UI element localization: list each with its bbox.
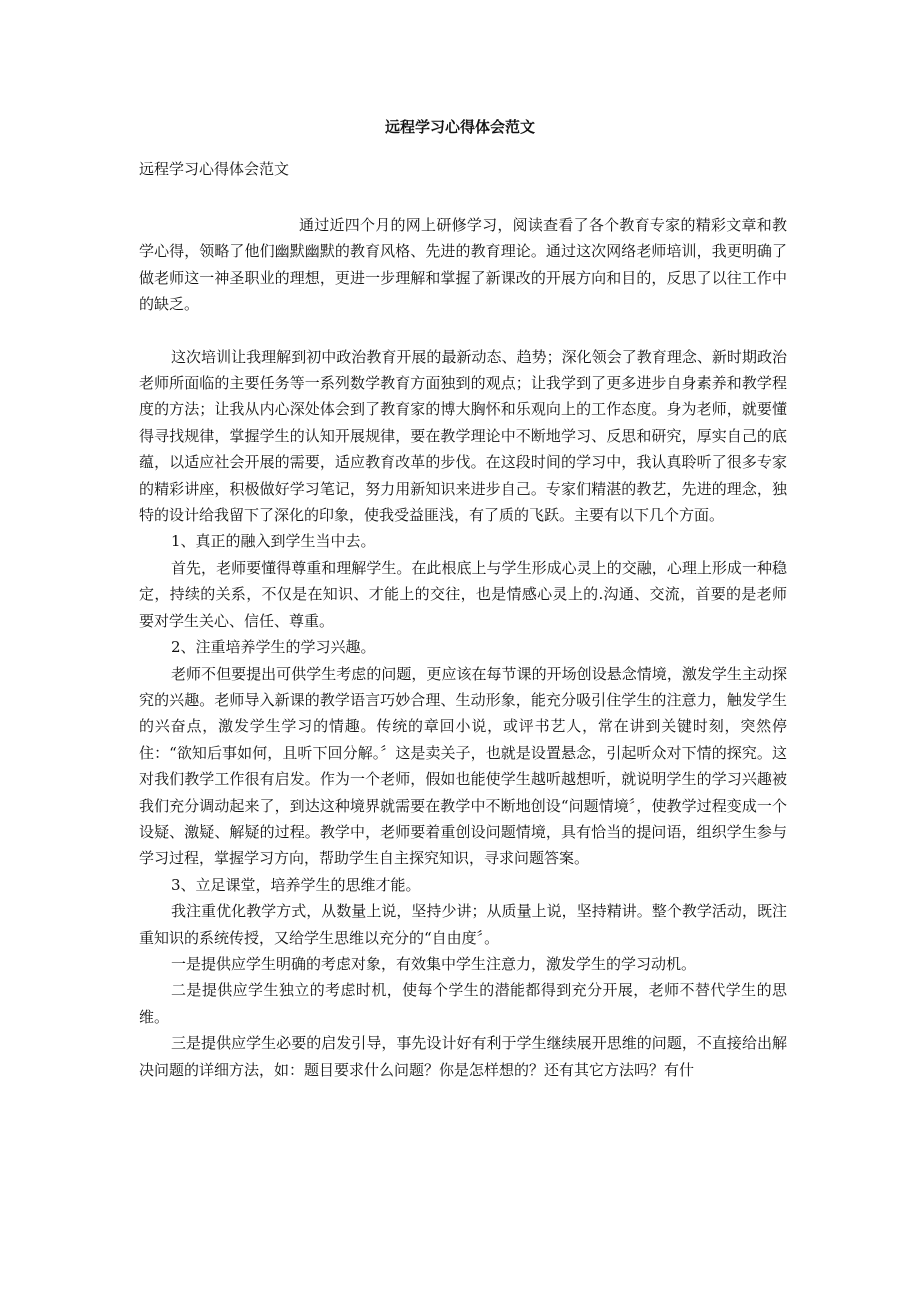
section-heading-1: 1、真正的融入到学生当中去。 [171, 532, 376, 551]
paragraph-respect: 首先，老师要懂得尊重和理解学生。在此根底上与学生形成心灵上的交融，心理上形成一种稳定，持续的关系，不仅是在知识、才能上的交往，也是情感心灵上的.沟通、交流，首要的是老师要对学生关心、信任、尊重。 [139, 558, 787, 630]
paragraph-teaching-method: 我注重优化教学方式，从数量上说，坚持少讲；从质量上说，坚持精讲。整个教学活动，既注重知识的系统传授，又给学生思维以充分的“自由度〞。 [139, 902, 787, 947]
list-item-first: 一是提供应学生明确的考虑对象，有效集中学生注意力，激发学生的学习动机。 [171, 954, 697, 973]
paragraph-interest: 老师不但要提出可供学生考虑的问题，更应该在每节课的开场创设悬念情境，激发学生主动探究的兴趣。老师导入新课的教学语言巧妙合理、生动形象，能充分吸引住学生的注意力，触发学生的兴奋点，激发学生学习的情趣。传统的章回小说，或评书艺人，常在讲到关键时刻，突然停住：“欲知后事如何，且听下回分解。〞这是卖关子，也就是设置悬念，引起听众对下情的探究。这对我们教学工作很有启发。作为一个老师，假如也能使学生越听越想听，就说明学生的学习兴趣被我们充分调动起来了，到达这种境界就需要在教学中不断地创设“问题情境〞，使教学过程变成一个设疑、激疑、解疑的过程。教学中，老师要着重创设问题情境，具有恰当的提问语，组织学生参与学习过程，掌握学习方向，帮助学生自主探究知识，寻求问题答案。 [139, 664, 787, 868]
section-heading-2: 2、注重培养学生的学习兴趣。 [171, 638, 376, 657]
section-heading-3: 3、立足课堂，培养学生的思维才能。 [171, 875, 421, 894]
document-subtitle: 远程学习心得体会范文 [139, 160, 290, 178]
page-title: 远程学习心得体会范文 [384, 118, 535, 136]
list-item-second: 二是提供应学生独立的考虑时机，使每个学生的潜能都得到充分开展，老师不替代学生的思维。 [139, 981, 787, 1026]
paragraph-intro: 通过近四个月的网上研修学习，阅读查看了各个教育专家的精彩文章和教学心得，领略了他们幽默幽默的教育风格、先进的教育理论。通过这次网络老师培训，我更明确了做老师这一神圣职业的理想，更进一步理解和掌握了新课改的开展方向和目的，反思了以往工作中的缺乏。 [139, 216, 787, 314]
list-item-third: 三是提供应学生必要的启发引导，事先设计好有利于学生继续展开思维的问题，不直接给出解决问题的详细方法，如：题目要求什么问题？你是怎样想的？还有其它方法吗？有什 [139, 1034, 787, 1079]
document-body [139, 212, 787, 1083]
paragraph-training: 这次培训让我理解到初中政治教育开展的最新动态、趋势；深化领会了教育理念、新时期政治老师所面临的主要任务等一系列数学教育方面独到的观点；让我学到了更多进步自身素养和教学程度的方法；让我从内心深处体会到了教育家的博大胸怀和乐观向上的工作态度。身为老师，就要懂得寻找规律，掌握学生的认知开展规律，要在教学理论中不断地学习、反思和研究，厚实自己的底蕴，以适应社会开展的需要，适应教育改革的步伐。在这段时间的学习中，我认真聆听了很多专家的精彩讲座，积极做好学习笔记，努力用新知识来进步自己。专家们精湛的教艺，先进的理念，独特的设计给我留下了深化的印象，使我受益匪浅，有了质的飞跃。主要有以下几个方面。 [139, 347, 787, 525]
